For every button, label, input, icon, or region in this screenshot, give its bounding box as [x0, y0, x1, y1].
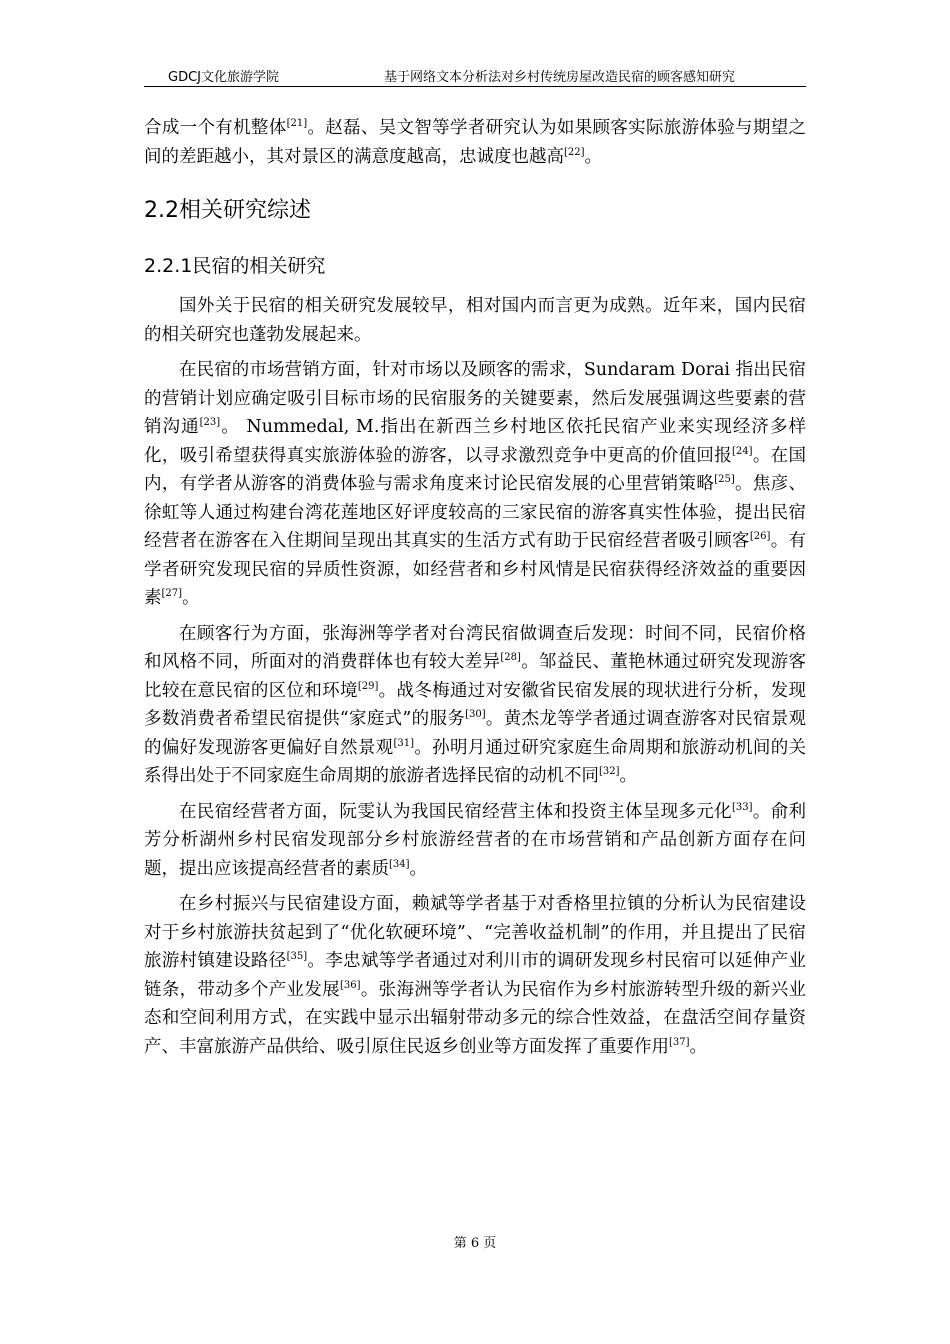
header-institution: GDCJ文化旅游学院 — [168, 70, 279, 85]
citation: [27] — [161, 588, 183, 600]
section-heading: 2.2相关研究综述 — [144, 198, 311, 223]
paragraph-marketing: 在民宿的市场营销方面，针对市场以及顾客的需求，Sundaram Dorai 指出民宿的营销计划应确定吸引目标市场的民宿服务的关键要素，然后发展强调这些要素的营销沟通[23]。 Nummedal, M.指出在新西兰乡村地区依托民宿产业来实现经济多样化，吸引希望获得真实旅游体验的游客，以寻求激烈竞争中更高的价值回报[24]。在国内，有学者从游客的消费体验与需求角度来讨论民宿发展的心里营销策略[25]。焦彦、徐虹等人通过构建台湾花莲地区好评度较高的三家民宿的游客真实性体验，提出民宿经营者在游客在入住期间呈现出其真实的生活方式有助于民宿经营者吸引顾客[26]。有学者研究发现民宿的异质性资源，如经营者和乡村风情是民宿获得经济效益的重要因素[27]。 — [144, 360, 807, 608]
citation: [25] — [714, 474, 735, 486]
header-thesis-title: 基于网络文本分析法对乡村传统房屋改造民宿的顾客感知研究 — [384, 70, 736, 85]
citation: [35] — [286, 951, 308, 963]
citation: [33] — [731, 801, 753, 813]
intro-paragraph: 合成一个有机整体[21]。赵磊、吴文智等学者研究认为如果顾客实际旅游体验与期望之间的差距越小，其对景区的满意度越高，忠诚度也越高[22]。 — [144, 118, 807, 167]
subsection-heading: 2.2.1民宿的相关研究 — [144, 255, 326, 277]
citation: [22] — [564, 146, 585, 158]
paragraph-rural-revitalization: 在乡村振兴与民宿建设方面，赖斌等学者基于对香格里拉镇的分析认为民宿建设对于乡村旅游扶贫起到了“优化软硬环境”、“完善收益机制”的作用，并且提出了民宿旅游村镇建设路径[35]。李忠斌等学者通过对利川市的调研发现乡村民宿可以延伸产业链条，带动多个产业发展[36]。张海洲等学者认为民宿作为乡村旅游转型升级的新兴业态和空间利用方式，在实践中显示出辐射带动多元的综合性效益，在盘活空间存量资产、丰富旅游产品供给、吸引原住民返乡创业等方面发挥了重要作用[37]。 — [144, 894, 807, 1057]
citation: [28] — [500, 652, 521, 664]
page-number: 第 6 页 — [453, 1236, 497, 1251]
citation: [24] — [732, 445, 753, 457]
citation: [34] — [389, 858, 410, 870]
page-content — [144, 114, 806, 1061]
citation: [36] — [340, 979, 361, 991]
citation: [23] — [199, 417, 221, 429]
page-header — [144, 62, 806, 87]
paragraph-customer-behavior: 在顾客行为方面，张海洲等学者对台湾民宿做调查后发现：时间不同，民宿价格和风格不同，所面对的消费群体也有较大差异[28]。邹益民、董艳林通过研究发现游客比较在意民宿的区位和环境[29]。战冬梅通过对安徽省民宿发展的现状进行分析，发现多数消费者希望民宿提供“家庭式”的服务[30]。黄杰龙等学者通过调查游客对民宿景观的偏好发现游客更偏好自然景观[31]。孙明月通过研究家庭生命周期和旅游动机间的关系得出处于不同家庭生命周期的旅游者选择民宿的动机不同[32]。 — [144, 623, 807, 786]
paragraph-operators: 在民宿经营者方面，阮雯认为我国民宿经营主体和投资主体呈现多元化[33]。俞利芳分析湖州乡村民宿发现部分乡村旅游经营者的在市场营销和产品创新方面存在问题，提出应该提高经营者的素质[34]。 — [144, 801, 807, 879]
citation: [37] — [669, 1036, 690, 1048]
citation: [30] — [465, 709, 486, 721]
citation: [21] — [286, 118, 308, 130]
citation: [29] — [357, 680, 379, 692]
citation: [26] — [749, 531, 771, 543]
citation: [32] — [599, 766, 620, 778]
citation: [31] — [393, 737, 414, 749]
paragraph-overview: 国外关于民宿的相关研究发展较早，相对国内而言更为成熟。近年来，国内民宿的相关研究也蓬勃发展起来。 — [144, 296, 806, 345]
